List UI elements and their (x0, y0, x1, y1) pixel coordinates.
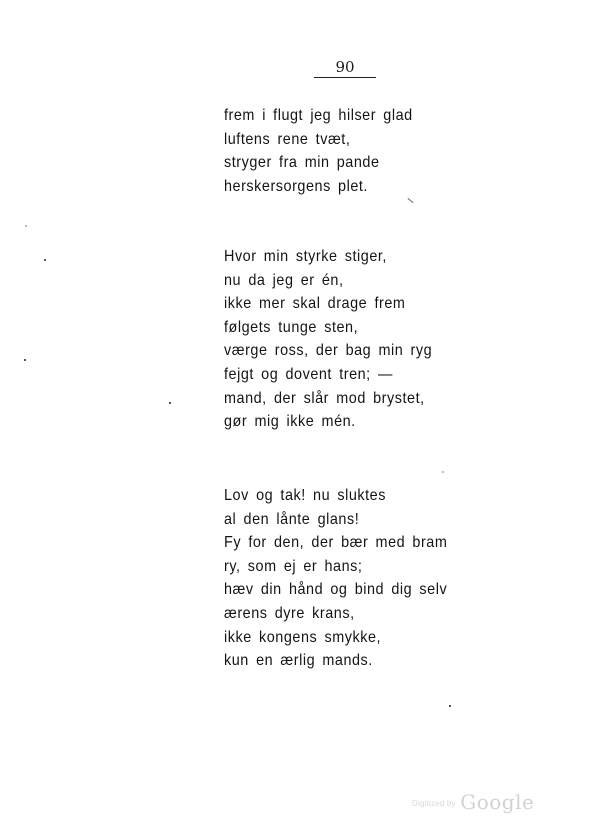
poem-line: Lov og tak! nu sluktes (224, 487, 386, 504)
scan-speck (44, 259, 46, 261)
scan-speck (449, 705, 451, 707)
poem-line: gør mig ikke mén. (224, 413, 356, 431)
scan-speck (442, 471, 444, 473)
poem-line: hæv din hånd og bind dig selv (224, 581, 448, 599)
poem-line: Fy for den, der bær med bram (224, 534, 448, 552)
page-number: 90 (335, 58, 355, 76)
page-header (314, 58, 376, 78)
poem-stanza-2 (224, 245, 455, 434)
poem-line: mand, der slår mod brystet, (224, 389, 425, 407)
scan-speck (25, 225, 27, 227)
poem-line: nu da jeg er én, (224, 271, 344, 289)
poem-line: følgets tunge sten, (224, 318, 359, 336)
scan-speck (24, 359, 26, 361)
poem-stanza-3 (224, 484, 472, 673)
poem-line: ikke mer skal drage frem (224, 295, 406, 313)
watermark-brand: Google (460, 790, 535, 814)
scan-speck (169, 402, 171, 404)
page-number-rule (314, 77, 376, 78)
poem-line: ry, som ej er hans; (224, 557, 363, 575)
poem-line: stryger fra min pande (224, 154, 380, 172)
poem-line: frem i flugt jeg hilser glad (224, 107, 413, 124)
poem-line: ikke kongens smykke, (224, 628, 382, 646)
poem-stanza-1 (224, 104, 434, 198)
digitization-watermark (412, 790, 534, 814)
poem-line: værge ross, der bag min ryg (224, 342, 433, 360)
poem-line: al den lånte glans! (224, 510, 360, 528)
poem-line: fejgt og dovent tren; — (224, 365, 393, 383)
poem-line: Hvor min styrke stiger, (224, 248, 387, 265)
poem-line: ærens dyre krans, (224, 604, 355, 622)
scan-mark (407, 198, 413, 203)
poem-line: kun en ærlig mands. (224, 652, 373, 670)
poem-line: herskersorgens plet. (224, 177, 368, 195)
watermark-prefix: Digitized by (412, 799, 456, 808)
poem-line: luftens rene tvæt, (224, 130, 351, 148)
